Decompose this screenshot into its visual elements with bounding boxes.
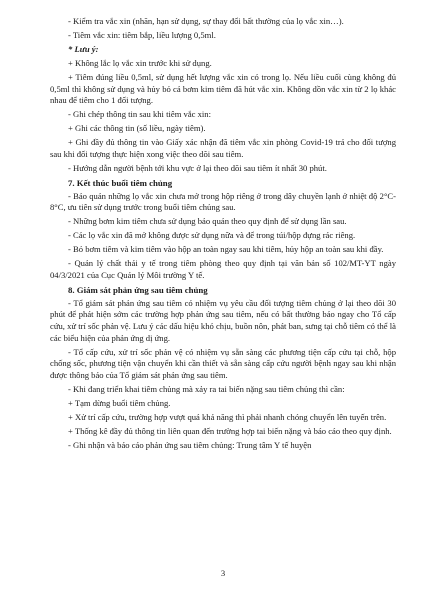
paragraph: - Bảo quản những lọ vắc xin chưa mở trong hộp riêng ở trong dây chuyền lạnh ở nhiệt độ 2°C-8°C, ưu tiên sử dụng trước trong buổi tiêm chủng sau. [50, 190, 396, 213]
paragraph: - Tiêm vắc xin: tiêm bắp, liều lượng 0,5ml. [68, 29, 216, 40]
paragraph: - Các lọ vắc xin đã mở không được sử dụng nữa và để trong túi/hộp đựng rác riêng. [68, 230, 356, 241]
paragraph: + Ghi đầy đủ thông tin vào Giấy xác nhận đã tiêm vắc xin phòng Covid-19 trả cho đối tượng sau khi đối tượng thực hiện xong việc theo dõi sau tiêm. [50, 137, 396, 159]
paragraph: - Tổ giám sát phản ứng sau tiêm có nhiệm vụ yêu cầu đối tượng tiêm chủng ở lại theo dõi 30 phút để phát hiện sớm các trường hợp phản ứng sau tiêm, nếu có bất thường báo ngay cho Tổ cấp cứu, xử trí sốc phản vệ. Lưu ý các dấu hiệu khó chịu, buồn nôn, phát ban, sưng tại chỗ tiêm có thể là các biểu hiện của phản ứng dị ứng. [50, 297, 396, 343]
paragraph: + Ghi các thông tin (số liều, ngày tiêm). [68, 123, 206, 134]
paragraph: + Tạm dừng buổi tiêm chủng. [68, 397, 171, 408]
note-heading: * Lưu ý: [68, 43, 99, 54]
paragraph: + Thống kê đầy đủ thông tin liên quan đến trường hợp tai biến nặng và báo cáo theo quy định. [68, 425, 392, 436]
paragraph: - Ghi nhận và báo cáo phản ứng sau tiêm chủng: Trung tâm Y tế huyện [68, 439, 312, 450]
paragraph: - Những bơm kim tiêm chưa sử dụng bảo quản theo quy định để sử dụng lần sau. [68, 216, 347, 227]
paragraph: - Ghi chép thông tin sau khi tiêm vắc xin: [68, 109, 211, 120]
paragraph: - Bỏ bơm tiêm và kim tiêm vào hộp an toàn ngay sau khi tiêm, hủy hộp an toàn sau khi đầy. [68, 244, 384, 255]
page-number: 3 [220, 568, 226, 578]
paragraph: - Kiểm tra vắc xin (nhãn, hạn sử dụng, sự thay đổi bất thường của lọ vắc xin…). [68, 16, 344, 26]
paragraph: + Xử trí cấp cứu, trường hợp vượt quá khả năng thì phải nhanh chóng chuyển lên tuyến trên. [68, 411, 387, 422]
paragraph: - Hướng dẫn người bệnh tới khu vực ở lại theo dõi sau tiêm ít nhất 30 phút. [68, 162, 327, 173]
paragraph: - Khi đang triển khai tiêm chủng mà xảy ra tai biến nặng sau tiêm chủng thì cần: [68, 383, 345, 394]
paragraph: + Tiêm đúng liều 0,5ml, sử dụng hết lượng vắc xin có trong lọ. Nếu liều cuối cùng không đủ 0,5ml thì không sử dụng và hủy bỏ cả bơm kim tiêm đã hút vắc xin. Không dồn vắc xin từ 2 lọ khác nhau để tiêm cho 1 đối tượng. [50, 71, 396, 106]
paragraph: - Tổ cấp cứu, xử trí sốc phản vệ có nhiệm vụ sẵn sàng các phương tiện cấp cứu tại chỗ, hộp chống sốc, phương tiện vận chuyển khi cần thiết và sẵn sàng cấp cứu người bệnh ngay sau khi nhận được thông báo của Tổ giám sát phản ứng sau tiêm. [50, 346, 396, 380]
section-heading-8: 8. Giám sát phản ứng sau tiêm chủng [68, 284, 208, 295]
section-heading-7: 7. Kết thúc buổi tiêm chủng [68, 177, 173, 188]
paragraph: + Không lắc lọ vắc xin trước khi sử dụng. [68, 57, 212, 68]
document-body [50, 16, 396, 451]
paragraph: - Quản lý chất thải y tế trong tiêm phòng theo quy định tại văn bản số 102/MT-YT ngày 04/3/2021 của Cục Quản lý Môi trường Y tế. [50, 258, 396, 280]
